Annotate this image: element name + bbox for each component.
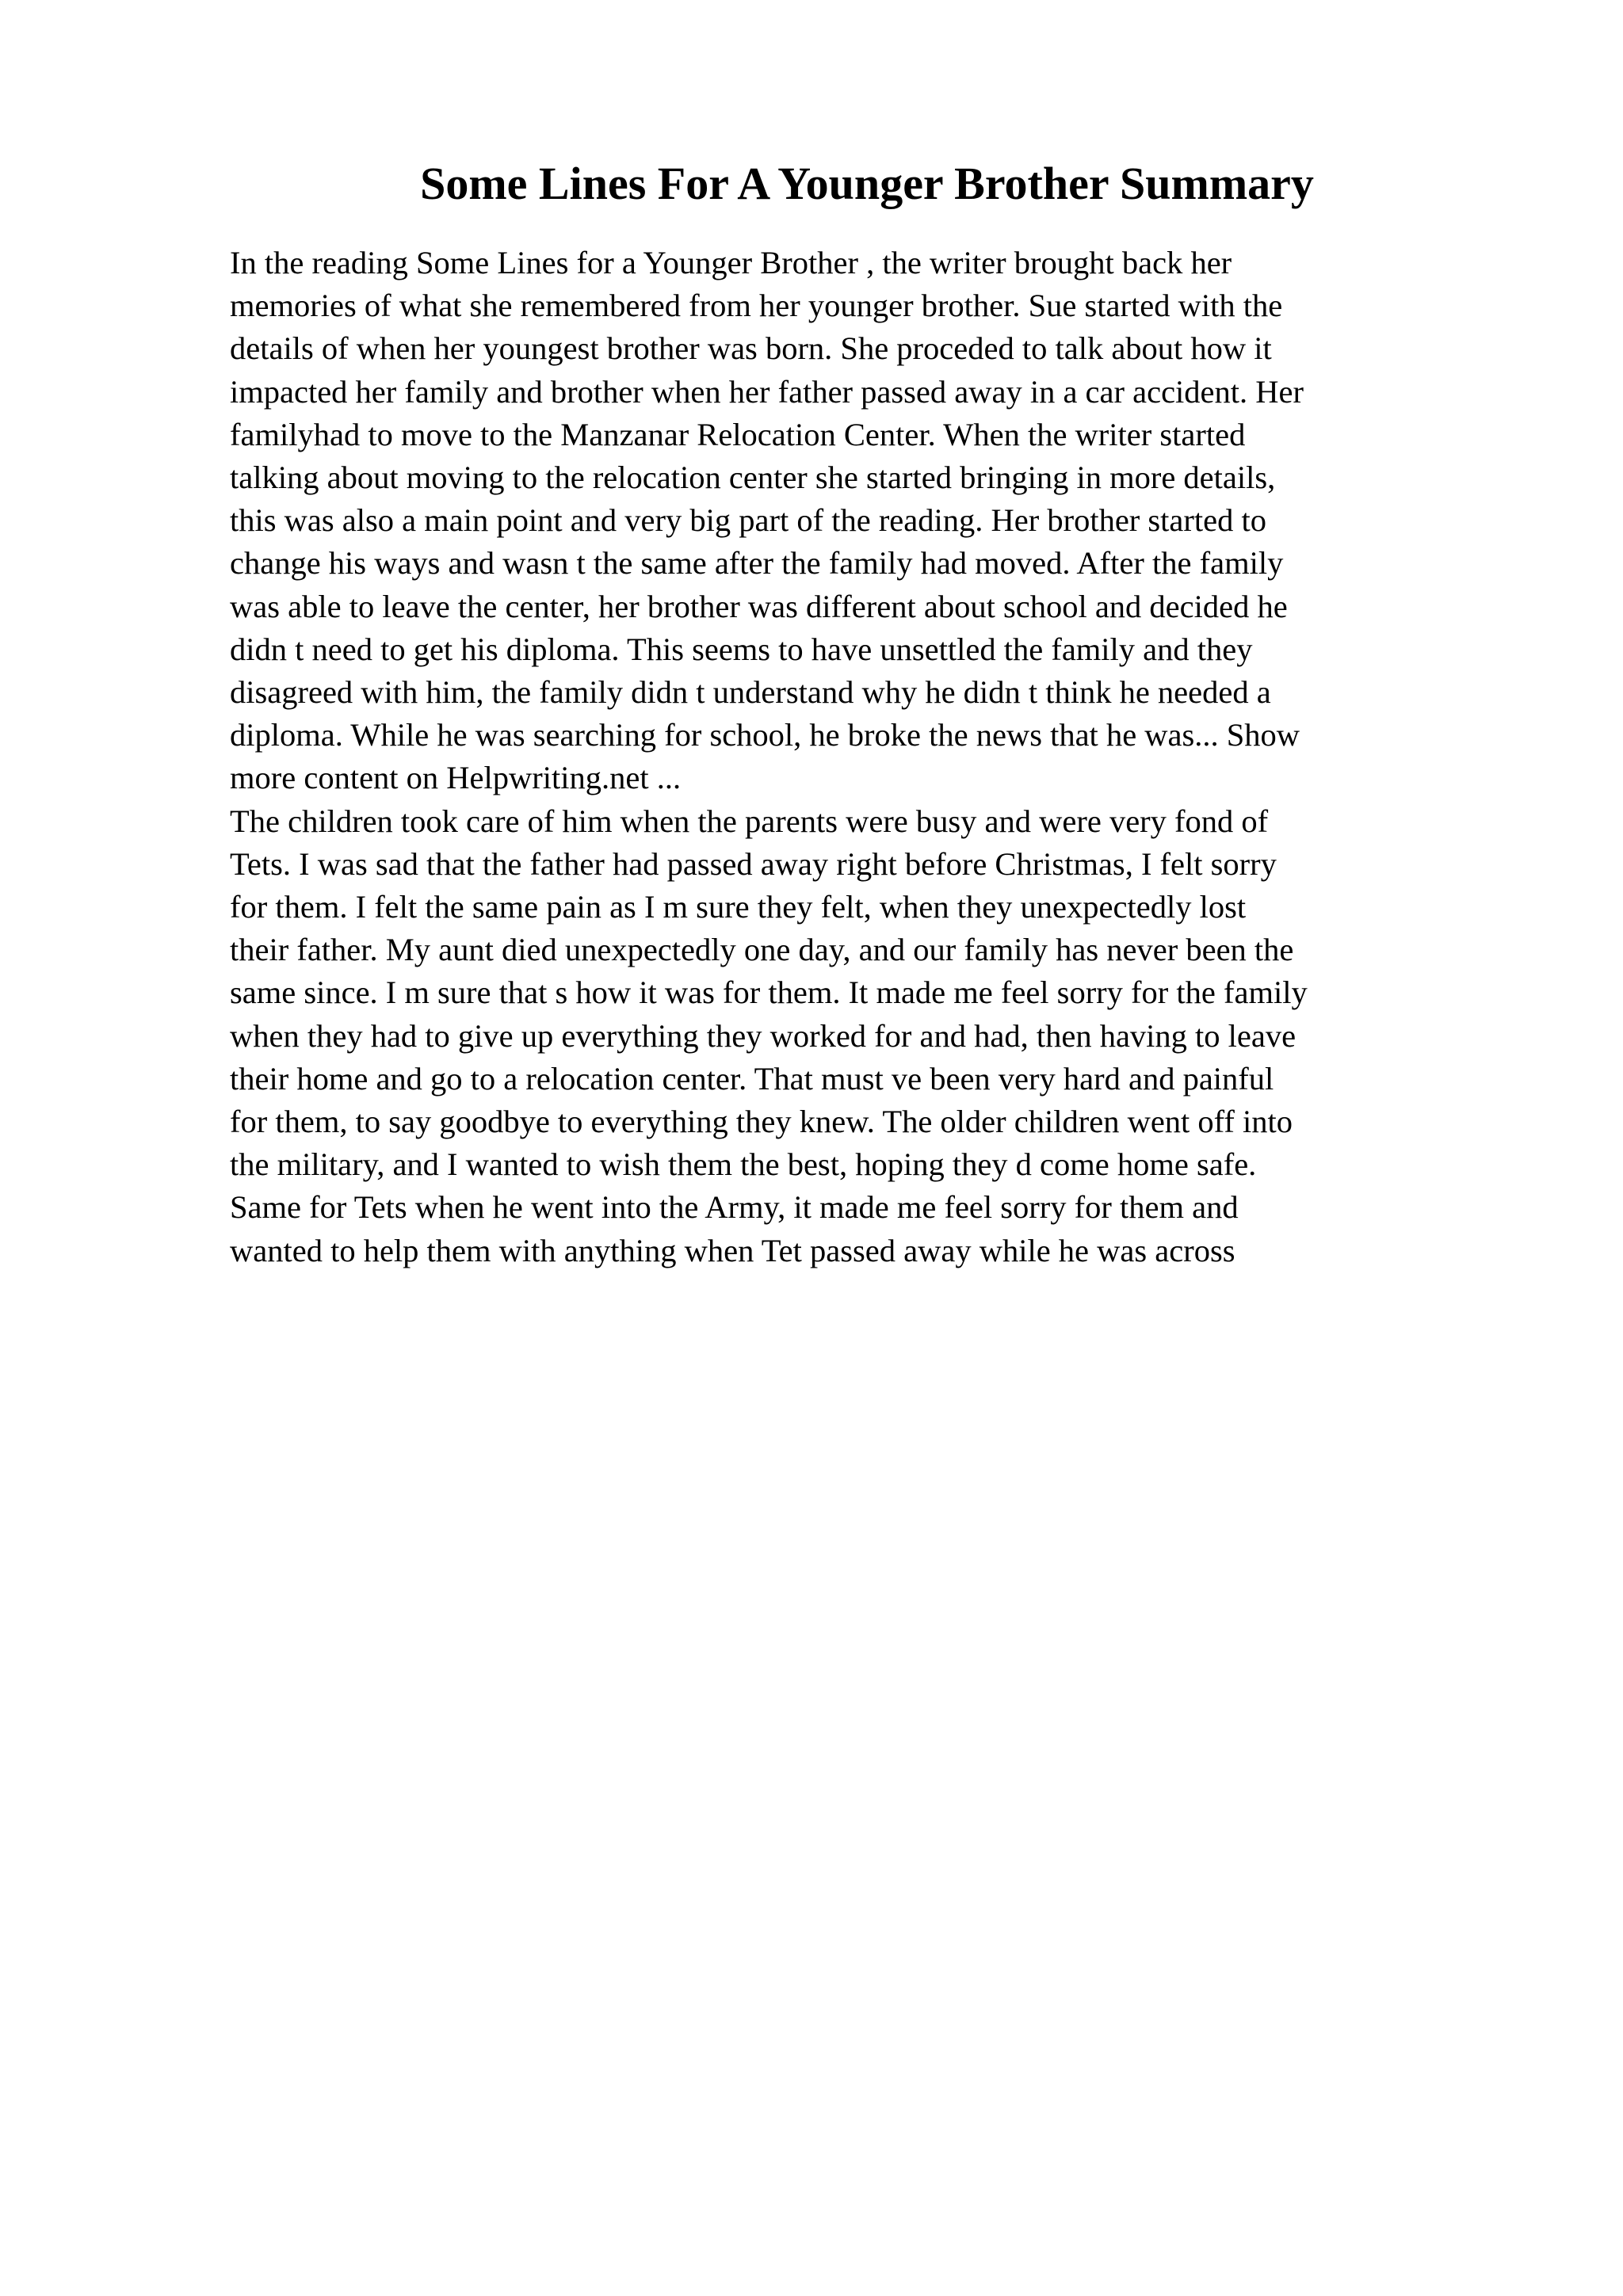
body-line: more content on Helpwriting.net ...	[230, 760, 682, 796]
body-line: memories of what she remembered from her younger brother. Sue started with the	[230, 288, 1283, 324]
body-line: disagreed with him, the family didn t understand why he didn t think he needed a	[230, 674, 1271, 711]
body-line: change his ways and wasn t the same after the family had moved. After the family	[230, 545, 1284, 582]
document-title: Some Lines For A Younger Brother Summary	[420, 158, 1314, 209]
body-line: familyhad to move to the Manzanar Relocation Center. When the writer started	[230, 416, 1246, 452]
body-line: when they had to give up everything they worked for and had, then having to leave	[230, 1017, 1296, 1054]
body-line: diploma. While he was searching for school, he broke the news that he was... Show	[230, 717, 1300, 753]
body-line: their father. My aunt died unexpectedly one day, and our family has never been the	[230, 932, 1294, 968]
body-line: same since. I m sure that s how it was for them. It made me feel sorry for the family	[230, 974, 1308, 1011]
body-line: wanted to help them with anything when Tet passed away while he was across	[230, 1232, 1235, 1268]
body-line: for them, to say goodbye to everything they knew. The older children went off into	[230, 1104, 1293, 1140]
body-line: talking about moving to the relocation center she started bringing in more details,	[230, 460, 1276, 496]
body-line: Tets. I was sad that the father had passed away right before Christmas, I felt sorry	[230, 845, 1277, 882]
body-line: this was also a main point and very big part of the reading. Her brother started to	[230, 502, 1267, 539]
body-line: impacted her family and brother when her father passed away in a car accident. Her	[230, 373, 1304, 410]
body-line: didn t need to get his diploma. This seems to have unsettled the family and they	[230, 631, 1253, 667]
body-line: The children took care of him when the parents were busy and were very fond of	[230, 803, 1269, 839]
body-line: the military, and I wanted to wish them the best, hoping they d come home safe.	[230, 1146, 1257, 1183]
body-line: their home and go to a relocation center. That must ve been very hard and painful	[230, 1060, 1274, 1097]
body-line: was able to leave the center, her brother was different about school and decided he	[230, 588, 1288, 624]
body-line: In the reading Some Lines for a Younger Brother , the writer brought back her	[230, 245, 1232, 280]
body-line: for them. I felt the same pain as I m sure they felt, when they unexpectedly lost	[230, 889, 1247, 925]
body-line: details of when her youngest brother was born. She proceded to talk about how it	[230, 330, 1272, 367]
document-body	[230, 242, 1466, 1272]
body-line: Same for Tets when he went into the Army, it made me feel sorry for them and	[230, 1189, 1239, 1226]
